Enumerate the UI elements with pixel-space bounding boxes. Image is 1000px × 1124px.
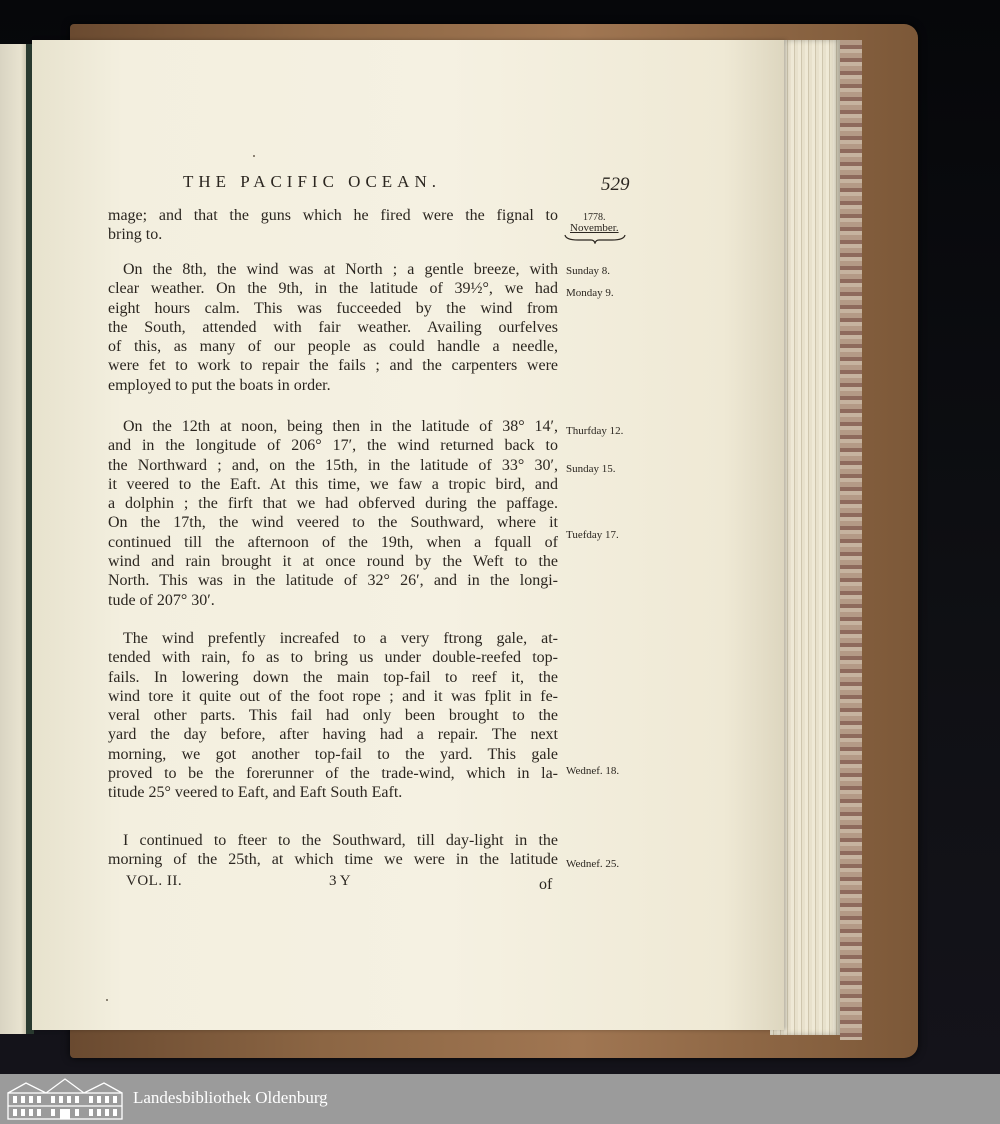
text-line: it veered to the Eaft. At this time, we faw a tropic bird, and — [108, 475, 558, 493]
catchword: of — [539, 876, 553, 893]
margin-note: Sunday 8. — [566, 265, 610, 277]
text-line: wind and rain brought it at once round by the Weft to the — [108, 553, 558, 571]
margin-note: Wednef. 18. — [566, 765, 620, 777]
margin-note: Monday 9. — [566, 287, 614, 299]
text-line: On the 12th at noon, being then in the latitude of 38° 14′, — [123, 418, 558, 435]
margin-year: 1778. — [583, 212, 606, 223]
text-line: employed to put the boats in order. — [108, 376, 331, 394]
text-line: bring to. — [108, 226, 163, 244]
text-line: wind tore it quite out of the foot rope ; and it was fplit in fe- — [108, 687, 558, 705]
text-line: morning, we got another top-fail to the yard. This gale — [108, 745, 558, 763]
text-line: a dolphin ; the firft that we had obferved during the paffage. — [108, 495, 558, 513]
text-line: On the 8th, the wind was at North ; a gentle breeze, with — [123, 261, 558, 278]
library-building-icon — [6, 1077, 124, 1121]
text-line: titude 25° veered to Eaft, and Eaft South Eaft. — [108, 784, 403, 802]
text-line: proved to be the forerunner of the trade-wind, which in la- — [108, 765, 558, 783]
text-line: tended with rain, fo as to bring us under double-reefed top- — [108, 649, 558, 667]
text-line: fails. In lowering down the main top-fail to reef it, the — [108, 668, 558, 686]
marbled-edge — [840, 40, 862, 1040]
margin-note: Tuefday 17. — [566, 529, 619, 541]
margin-note: Thurfday 12. — [566, 425, 624, 437]
text-line: The wind prefently increafed to a very ftrong gale, at- — [123, 630, 558, 647]
paragraph — [108, 629, 558, 803]
text-line: North. This was in the latitude of 32° 26′, and in the longi- — [108, 572, 558, 590]
signature-mark: 3 Y — [329, 873, 351, 889]
library-name: Landesbibliothek Oldenburg — [133, 1088, 328, 1107]
text-line: were fet to work to repair the fails ; and the carpenters were — [108, 357, 558, 375]
page-number: 529 — [601, 174, 630, 195]
paragraph — [108, 260, 558, 395]
text-line: the Northward ; and, on the 15th, in the latitude of 33° 30′, — [108, 456, 558, 474]
text-line: eight hours calm. This was fucceeded by the wind from — [108, 299, 558, 317]
text-line: yard the day before, after having had a repair. The next — [108, 726, 558, 744]
text-line: tude of 207° 30′. — [108, 591, 215, 609]
text-line: clear weather. On the 9th, in the latitude of 39½°, we had — [108, 280, 558, 298]
speck — [253, 155, 255, 157]
text-line: On the 17th, the wind veered to the Southward, where it — [108, 514, 558, 532]
volume-label: VOL. II. — [126, 873, 183, 889]
paragraph — [108, 206, 558, 245]
speck — [106, 999, 108, 1001]
text-line: veral other parts. This fail had only been brought to the — [108, 707, 558, 725]
text-line: and in the longitude of 206° 17′, the wind returned back to — [108, 437, 558, 455]
paragraph — [108, 831, 558, 870]
text-line: the South, attended with fair weather. Availing ourfelves — [108, 318, 558, 336]
text-line: of this, as many of our people as could handle a needle, — [108, 338, 558, 356]
margin-note: Wednef. 25. — [566, 858, 620, 870]
margin-note: Sunday 15. — [566, 463, 616, 475]
library-footer-bar — [0, 1074, 1000, 1124]
brace-icon — [564, 234, 626, 244]
text-line: continued till the afternoon of the 19th, when a fquall of — [108, 533, 558, 551]
margin-month: November. — [570, 222, 619, 234]
running-head: THE PACIFIC OCEAN. — [183, 172, 441, 191]
paragraph — [108, 417, 558, 610]
text-line: morning of the 25th, at which time we were in the latitude — [108, 851, 558, 869]
text-line: mage; and that the guns which he fired were the fignal to — [108, 207, 558, 224]
text-line: I continued to fteer to the Southward, till day-light in the — [123, 832, 558, 849]
